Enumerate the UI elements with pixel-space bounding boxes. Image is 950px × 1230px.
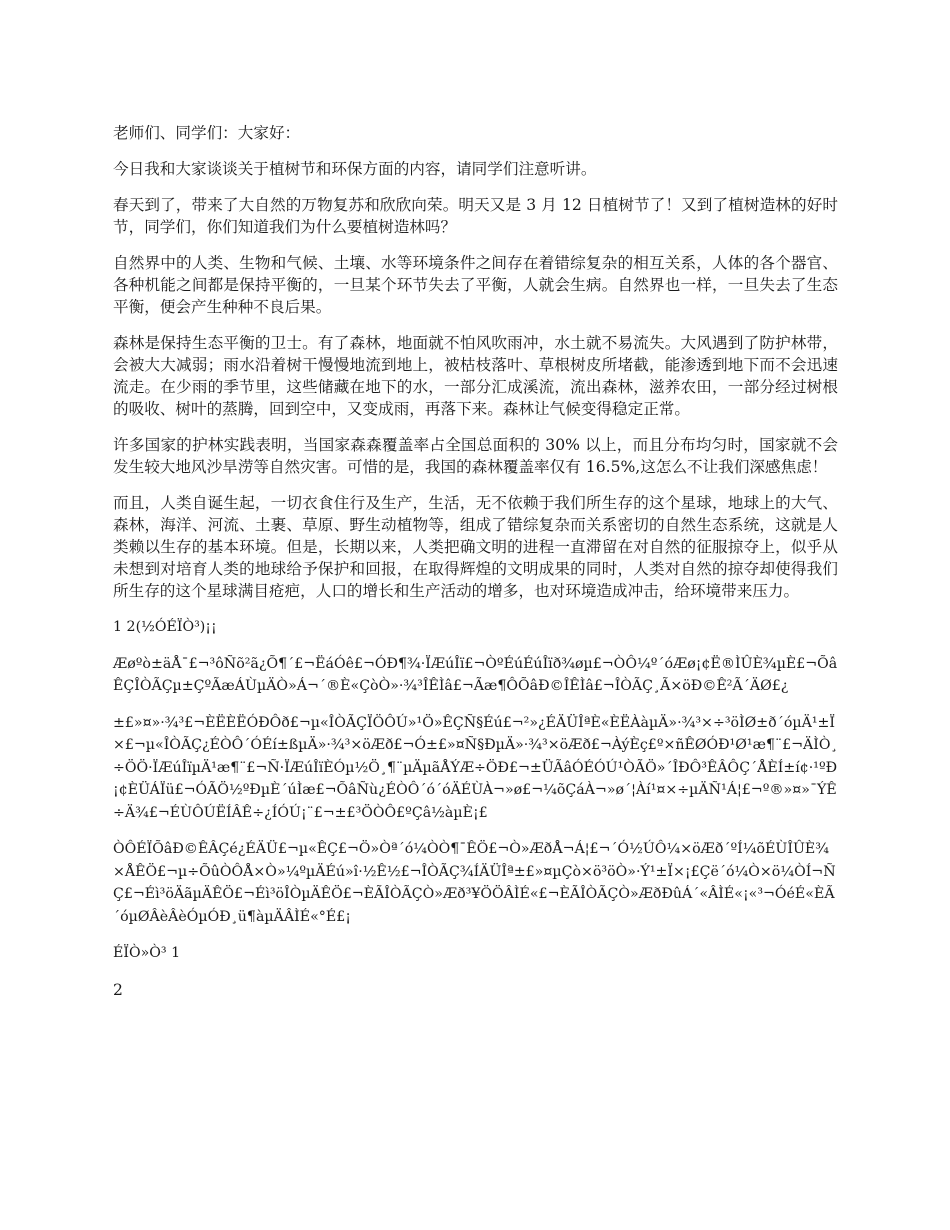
previous-page-link[interactable]: ÉÏÒ»Ò³ 1: [113, 945, 181, 961]
garbled-paragraph: Æøºò±äÅ¯£¬³ôÑõ²ã¿Õ¶´£¬ËáÓê£¬ÓÐ¶¾·ÏÆúÎï£¬ÒºÉúÉúÎïð¾øµ£¬ÒÔ¼º´óÆø¡¢Ë®ÌÛÈ¾µÈ£¬ÕâÊÇÎÒÃÇµ±ÇºÃæÁÙµÄÒ»Á¬´®È«ÇòÒ»·¾³ÎÊÌâ£¬Ãæ¶ÔÕâÐ©ÎÊÌâ£¬ÎÒÃÇ¸Ã×öÐ©Ê²Ã´ÄØ£¿: [113, 655, 838, 694]
page-number: 2: [113, 980, 123, 999]
body-paragraph: 森林是保持生态平衡的卫士。有了森林，地面就不怕风吹雨冲，水土就不易流失。大风遇到了防护林带，会被大大减弱；雨水沿着树干慢慢地流到地上，被枯枝落叶、草根树皮所堵截，能渗透到地下而不会迅速流走。在少雨的季节里，这些储藏在地下的水，一部分汇成溪流，流出森林，滋养农田，一部分经过树根的吸收、树叶的蒸腾，回到空中，又变成雨，再落下来。森林让气候变得稳定正常。: [113, 334, 838, 418]
page-nav-line: 1 2(½ÓÉÏÒ³)¡¡: [113, 619, 217, 635]
greeting-paragraph: 老师们、同学们：大家好：: [113, 124, 301, 142]
body-paragraph: 许多国家的护林实践表明，当国家森森覆盖率占全国总面积的 30% 以上，而且分布均匀时，国家就不会发生较大地风沙旱涝等自然灾害。可惜的是，我国的森林覆盖率仅有 16.5%,这怎么不让我们深感焦虑！: [113, 436, 838, 476]
document-body: [113, 122, 838, 1015]
body-paragraph: 自然界中的人类、生物和气候、土壤、水等环境条件之间存在着错综复杂的相互关系，人体的各个器官、各种机能之间都是保持平衡的，一旦某个环节失去了平衡，人就会生病。自然界也一样，一旦失去了生态平衡，便会产生种种不良后果。: [113, 254, 838, 316]
garbled-paragraph: ±£»¤»·¾³£¬ÈËÈËÓÐÔð£¬µ«ÎÒÃÇÏÖÔÚ»¹Ö»ÊÇÑ§Éú£¬²»¿ÉÄÜÎªÈ«ÈËÀàµÄ»·¾³×÷³öÌØ±ð´óµÄ¹±Ï×£¬µ«ÎÒÃÇ¿ÉÒÔ´ÓÉí±ßµÄ»·¾³×öÆð£¬Ó±£»¤Ñ§ÐµÄ»·¾³×öÆð£¬ÀýÈç£º×ñÊØÓÐ¹Ø¹æ¶¨£¬ÄÌÒ¸÷ÖÖ·ÏÆúÎïµÄ¹æ¶¨£¬Ñ·ÏÆúÎïÈÓµ½Ö¸¶¨µÄµãÅÝÆ÷ÖÐ£¬±ÜÃâÓÉÓÚ¹ÒÃÖ»´ÎÐÔ³ÊÂÔÇ´ÅÈÍ±í¢·¹ºÐ¡¢ÈÜÁÏü£¬ÓÃÖ½ºÐµÈ´úÌæ£¬ÕâÑù¿ÉÒÔ´ó´óÄÉÙÀ¬»ø£¬¼õÇáÀ¬»ø´¦Àí¹¤×÷µÄÑ¹Á¦£¬º®»¤»¯ÝÊ÷Ä¾£¬ÉÙÔÚËÍÂÊ÷¿ÍÓÚ¡¨£¬±£³ÖÒÔ£ºÇâ½àµÈ¡£: [113, 714, 838, 821]
body-paragraph: 而且，人类自诞生起，一切衣食住行及生产，生活，无不依赖于我们所生存的这个星球，地球上的大气、森林，海洋、河流、土裹、草原、野生动植物等，组成了错综复杂而关系密切的自然生态系统，这就是人类赖以生存的基本环境。但是，长期以来，人类把确文明的进程一直滞留在对自然的征服掠夺上，似乎从未想到对培育人类的地球给予保护和回报，在取得辉煌的文明成果的同时，人类对自然的掠夺却使得我们所生存的这个星球满目疮疤，人口的增长和生产活动的增多，也对环境造成冲击，给环境带来压力。: [113, 494, 838, 600]
body-paragraph: 春天到了，带来了大自然的万物复苏和欣欣向荣。明天又是 3 月 12 日植树节了！又到了植树造林的好时节，同学们，你们知道我们为什么要植树造林吗？: [113, 196, 838, 236]
garbled-paragraph: ÒÔÉÏÕâÐ©ÊÂÇé¿ÉÄÜ£¬µ«ÊÇ£¬Ö»Òª´ó¼ÒÒ¶¯ÊÖ£¬Ò»ÆðÅ¬Á¦£¬´Ó½ÚÔ¼×öÆð´ºÍ¼õÉÙÎÛÈ¾×ÅÊÖ£¬µ÷ÕûÒÔÅ×Ò»¼ºµÄÉú»î·½Ê½£¬ÎÒÃÇ¾ÍÄÜÎª±£»¤µÇò×ö³öÒ»·Ý¹±Ï×¡£Çë´ó¼Ò×ö¼ÒÍ¬ÑÇ£¬Éì³öÄãµÄÊÖ£¬Éì³öÎÒµÄÊÖ£¬ÈÃÎÒÃÇÒ»Æð³¥ÖÖÂÌÉ«£¬ÈÃÎÒÃÇÒ»ÆðÐûÁ´«ÂÌÉ«¡«³¬ÓéÉ«ÈÃ´óµØÂèÂèÓµÓÐ¸ü¶àµÄÂÌÉ«°É£¡: [113, 841, 836, 925]
intro-paragraph: 今日我和大家谈谈关于植树节和环保方面的内容，请同学们注意听讲。: [113, 160, 597, 178]
